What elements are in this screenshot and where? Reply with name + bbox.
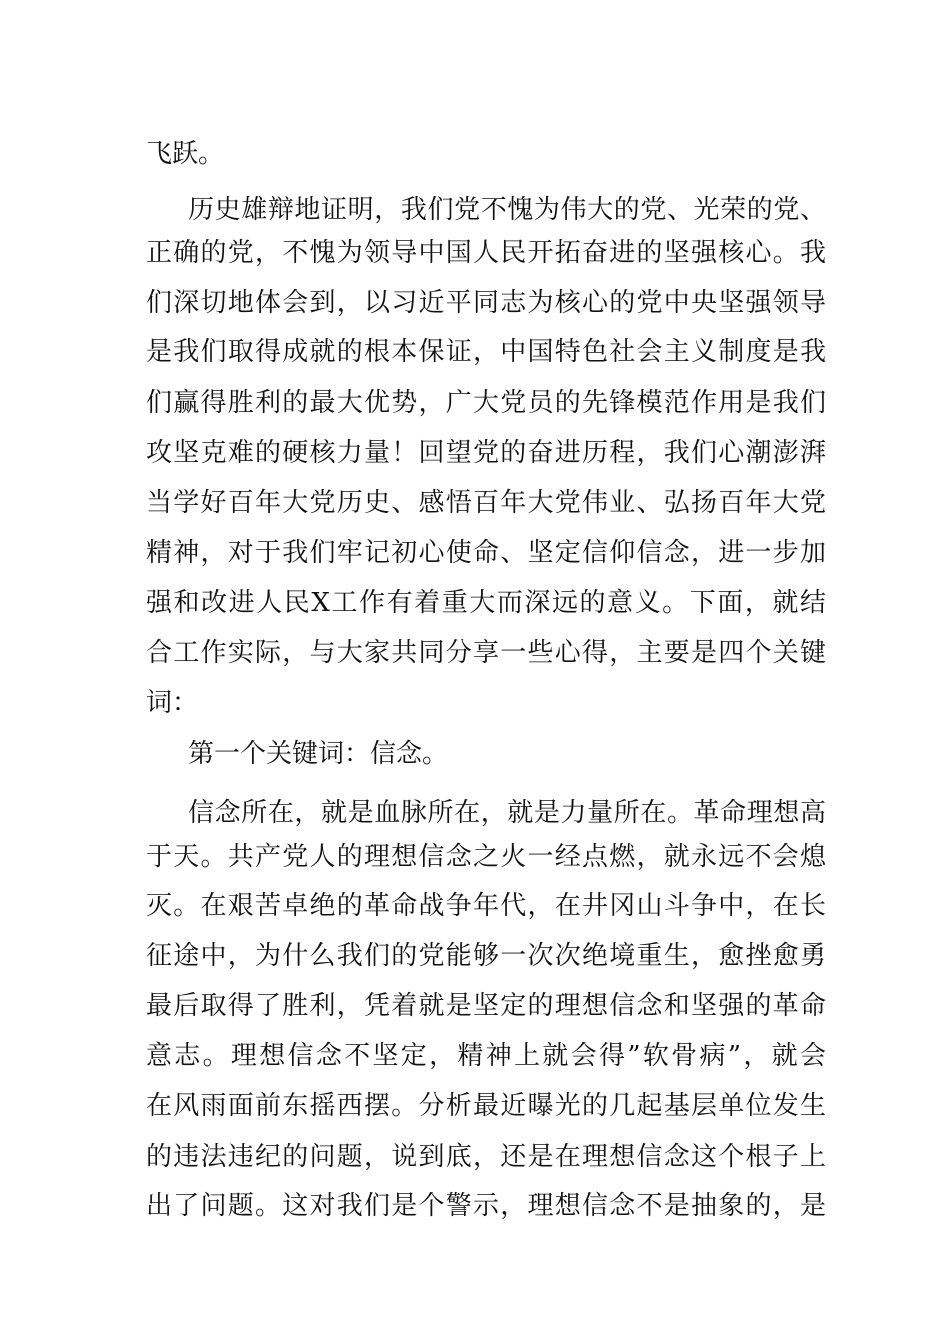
text-line-9: 精神，对于我们牢记初心使命、坚定信仰信念，进一步加 bbox=[146, 538, 826, 568]
text-line-20: 在风雨面前东摇西摆。分析最近曝光的几起基层单位发生 bbox=[146, 1091, 826, 1121]
text-line-14: 信念所在，就是血脉所在，就是力量所在。革命理想高 bbox=[188, 798, 826, 828]
text-line-8: 当学好百年大党历史、感悟百年大党伟业、弘扬百年大党 bbox=[146, 488, 826, 518]
text-line-10: 强和改进人民X工作有着重大而深远的意义。下面，就结 bbox=[146, 588, 826, 618]
text-line-2: 历史雄辩地证明，我们党不愧为伟大的党、光荣的党、 bbox=[188, 195, 826, 225]
text-line-4: 们深切地体会到，以习近平同志为核心的党中央坚强领导 bbox=[146, 288, 826, 318]
text-line-15: 于天。共产党人的理想信念之火一经点燃，就永远不会熄 bbox=[146, 842, 826, 872]
text-line-6: 们赢得胜利的最大优势，广大党员的先锋模范作用是我们 bbox=[146, 388, 826, 418]
text-line-16: 灭。在艰苦卓绝的革命战争年代，在井冈山斗争中，在长 bbox=[146, 891, 826, 921]
text-line-19: 意志。理想信念不坚定，精神上就会得”软骨病”，就会 bbox=[146, 1041, 826, 1071]
text-line-1: 飞跃。 bbox=[146, 139, 225, 169]
keyword-heading-1: 第一个关键词：信念。 bbox=[188, 739, 449, 769]
text-line-5: 是我们取得成就的根本保证，中国特色社会主义制度是我 bbox=[146, 337, 826, 367]
text-line-17: 征途中，为什么我们的党能够一次次绝境重生，愈挫愈勇 bbox=[146, 941, 826, 971]
text-line-12: 词： bbox=[146, 688, 199, 718]
text-line-7: 攻坚克难的硬核力量！回望党的奋进历程，我们心潮澎湃 bbox=[146, 438, 826, 468]
text-line-11: 合工作实际，与大家共同分享一些心得，主要是四个关键 bbox=[146, 638, 826, 668]
text-line-18: 最后取得了胜利，凭着就是坚定的理想信念和坚强的革命 bbox=[146, 991, 826, 1021]
text-line-21: 的违法违纪的问题，说到底，还是在理想信念这个根子上 bbox=[146, 1142, 826, 1172]
text-line-3: 正确的党，不愧为领导中国人民开拓奋进的坚强核心。我 bbox=[146, 238, 826, 268]
text-line-22: 出了问题。这对我们是个警示，理想信念不是抽象的，是 bbox=[146, 1191, 826, 1221]
